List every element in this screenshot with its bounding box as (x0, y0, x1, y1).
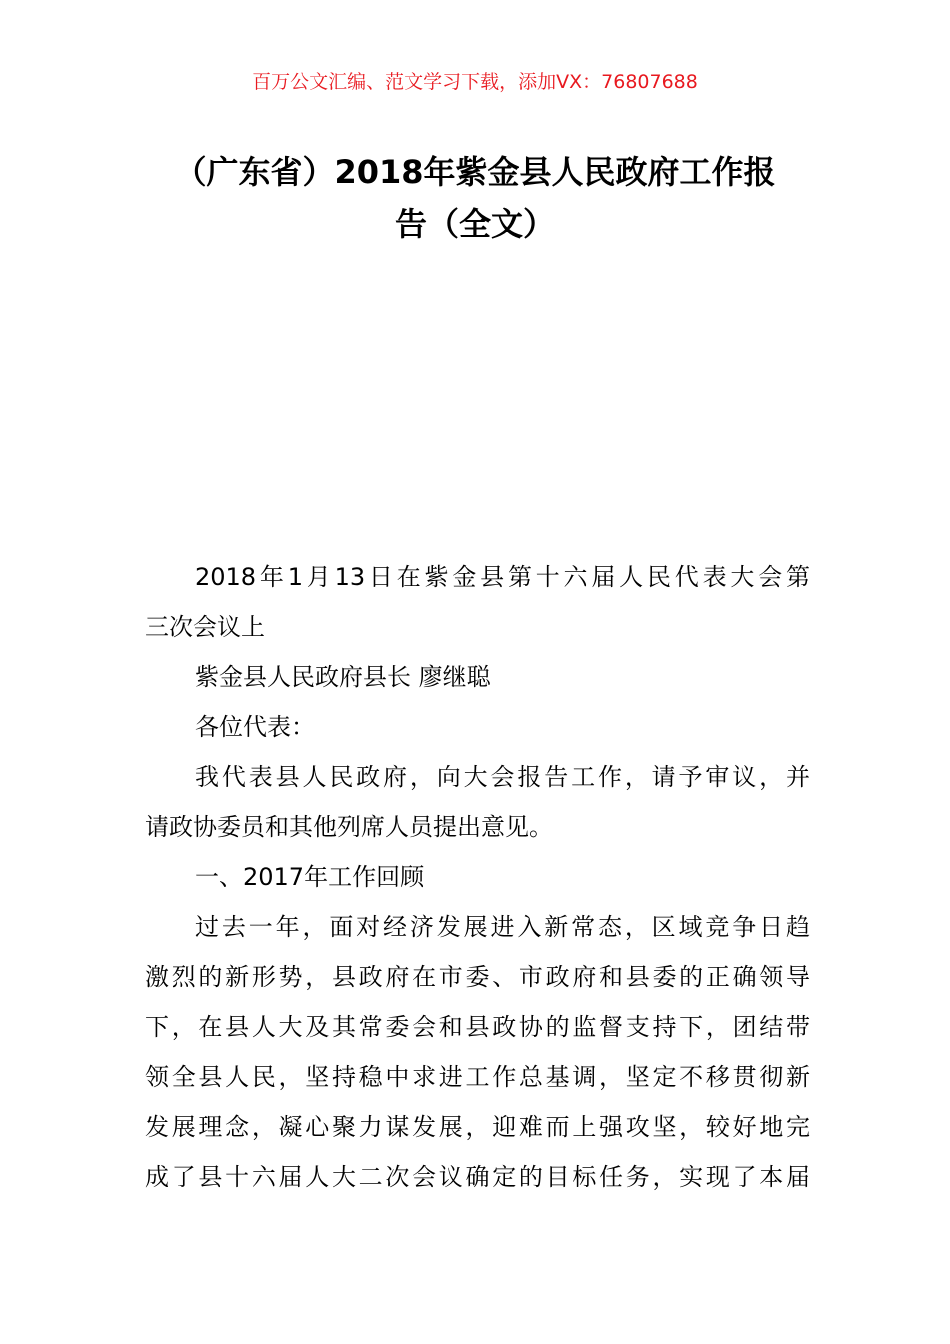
title-line-1: （广东省）2018年紫金县人民政府工作报 (174, 153, 776, 191)
meeting-info-paragraph (145, 552, 810, 652)
title-line-2: 告（全文） (394, 205, 555, 243)
review-line-5: 发展理念，凝心聚力谋发展，迎难而上强攻坚，较好地完 (145, 1113, 810, 1141)
review-paragraph (145, 902, 810, 1202)
document-body (145, 552, 810, 1202)
intro-paragraph (145, 752, 810, 852)
download-banner: 百万公文汇编、范文学习下载，添加VX：76807688 (252, 71, 698, 93)
review-line-4: 领全县人民，坚持稳中求进工作总基调，坚定不移贯彻新 (145, 1063, 810, 1091)
meeting-info-line-2: 三次会议上 (145, 613, 265, 641)
section-heading (145, 852, 810, 902)
document-title (140, 146, 810, 250)
review-line-1: 过去一年，面对经济发展进入新常态，区域竞争日趋 (195, 913, 810, 941)
review-line-6: 成了县十六届人大二次会议确定的目标任务，实现了本届 (145, 1163, 810, 1191)
speaker-paragraph (145, 652, 810, 702)
salutation-line: 各位代表： (195, 713, 315, 741)
salutation-paragraph (145, 702, 810, 752)
intro-line-1: 我代表县人民政府，向大会报告工作，请予审议，并 (195, 763, 810, 791)
speaker-line: 紫金县人民政府县长 廖继聪 (195, 663, 491, 691)
meeting-info-line-1: 2018年1月13日在紫金县第十六届人民代表大会第 (195, 563, 810, 591)
intro-line-2: 请政协委员和其他列席人员提出意见。 (145, 813, 553, 841)
section-heading-line: 一、2017年工作回顾 (195, 863, 425, 891)
review-line-3: 下，在县人大及其常委会和县政协的监督支持下，团结带 (145, 1013, 810, 1041)
review-line-2: 激烈的新形势，县政府在市委、市政府和县委的正确领导 (145, 963, 810, 991)
